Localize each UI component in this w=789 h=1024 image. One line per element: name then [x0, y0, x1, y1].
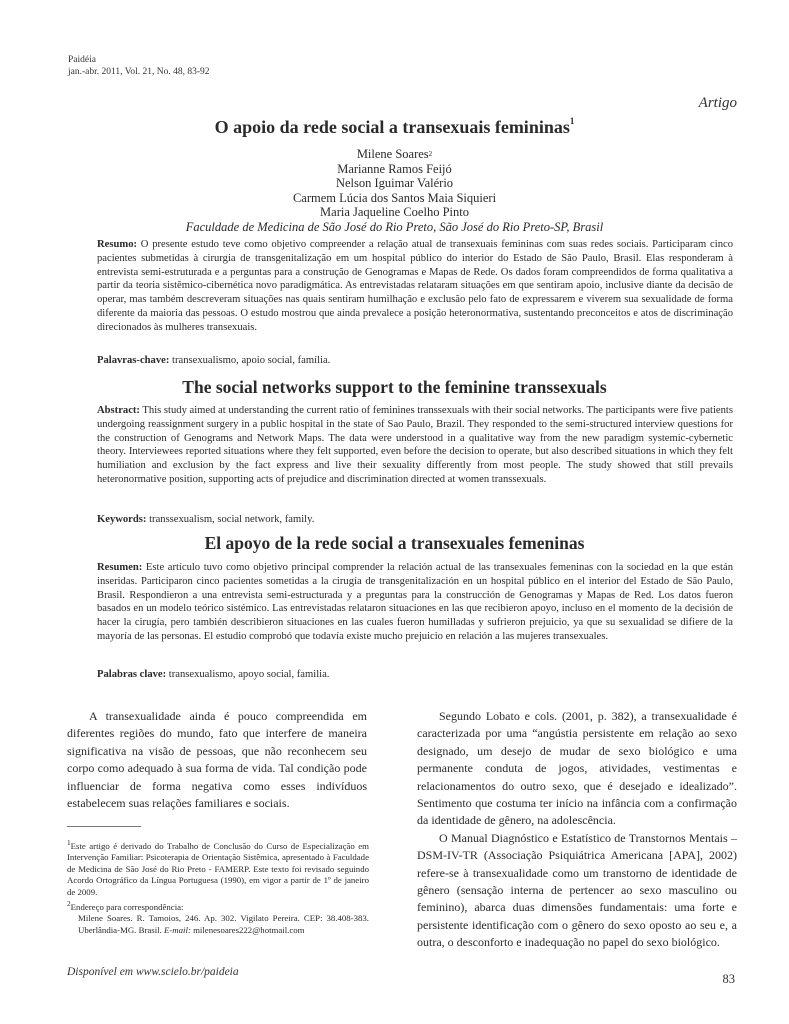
abstract-en [97, 404, 733, 487]
abstract-pt-text: O presente estudo teve como objetivo compreender a relação atual de transexuais femininas com suas redes sociais. Participaram cinco pacientes submetidas à cirurgia de transgenitalização em um hospital público do interior do Estado de São Paulo, Brasil. Elas responderam à entrevista semi-estruturada e a perguntas para a construção de Genogramas e Mapas de Rede. Os dados foram compreendidos de forma qualitativa a partir da teoria sistêmico-cibernética novo paradigmática. As entrevistadas relataram situações em que sentiram apoio, inclusive diante da decisão de operar, mas também descreveram situações nas quais sentiram humilhação e exclusão pelo fato de expressarem e viverem sua sexualidade de forma diferente da maioria das pessoas. O estudo mostrou que ainda prevalece a posição heteronormativa, sustentando preconceitos e atos de discriminação direcionados às mulheres transexuais. [97, 239, 733, 333]
author-footnote-mark[interactable]: 2 [428, 150, 433, 158]
footnote-2-email-label: E-mail: [164, 924, 191, 935]
keywords-en-label: Keywords: [97, 514, 147, 525]
abstract-es-label: Resumen: [97, 562, 143, 573]
footnote-2-addr-text: Milene Soares. R. Tamoios, 246. Ap. 302. Vigilato Pereira. CEP: 38.408-383. Uberlândia-MG. Brasil. [78, 913, 369, 935]
footnote-2 [67, 898, 369, 913]
body-paragraph: A transexualidade ainda é pouco compreendida em diferentes regiões do mundo, fato que interfere de maneira significativa na visão de pessoas, que não reconhecem seu corpo como adequado à sua forma de vida. Tal condição pode influenciar de forma negativa como esses indivíduos estabelecem suas relações familiares e sociais. [67, 709, 367, 811]
keywords-en [97, 513, 733, 527]
keywords-es [97, 668, 733, 682]
author-1: Milene Soares$^2$ [356, 147, 433, 161]
keywords-pt-text: transexualismo, apoio social, família. [172, 355, 331, 366]
keywords-pt-label: Palavras-chave: [97, 355, 170, 366]
footnote-2-mark: 2 [67, 898, 71, 908]
abstract-es [97, 561, 733, 644]
footnote-1-mark: 1 [67, 838, 71, 847]
section-label: Artigo [698, 95, 737, 111]
keywords-es-label: Palabras clave: [97, 669, 167, 680]
article-title-es: El apoyo de la rede social a transexuales femeninas [204, 533, 585, 553]
article-title-en: The social networks support to the feminine transsexuals [182, 377, 607, 397]
body-paragraph: O Manual Diagnóstico e Estatístico de Transtornos Mentais – DSM-IV-TR (Associação Psiquiátrica Americana [APA], 2002) refere-se à transexualidade como um transtorno de identidade de gênero (sensação interna de pertencer ao sexo masculino ou feminino), abarca duas dimensões fundamentais: uma forte e persistente identificação com o gênero do sexo oposto ao seu e, a outra, o desconforto e inadequação no papel do sexo biológico. [417, 830, 737, 950]
keywords-en-text: transsexualism, social network, family. [149, 514, 315, 525]
article-title-pt [0, 117, 789, 138]
footnote-2-email[interactable]: milenesoares222@hotmail.com [193, 924, 305, 935]
author-4: Carmem Lúcia dos Santos Maia Siquieri [292, 190, 497, 205]
body-column-left [67, 708, 367, 812]
abstract-pt [97, 238, 733, 335]
author-5: Maria Jaqueline Coelho Pinto [320, 205, 469, 219]
abstract-es-text: Este artículo tuvo como objetivo principal comprender la relación actual de las transexuales femeninas con la sociedad en la que están inseridas. Participaron cinco pacientes sometidas a la cirugía de transgenitalización en un hospital público en el interior del Estado de São Paulo, Brasil. Respondieron a una entrevista semi-estructurada y a preguntas para la construcción de Genogramas y Mapas de Red. Los datos fueron basados en un modelo teórico sistémico. Las entrevistadas relataron situaciones en las que recibieron apoyo, incluso en el momento de la decisión de hacer la cirugía, pero también describieron situaciones en las cuales fueron humilladas y sufrieron prejuicio, ya que su sexualidad se difiere de la mayoría de las personas. El estudio comprobó que todavía existe mucho prejuicio en relación a las mujeres transexuales. [97, 562, 733, 642]
footnote-1 [67, 837, 369, 898]
affiliation: Faculdade de Medicina de São José do Rio Preto, São José do Rio Preto-SP, Brasil [185, 219, 604, 234]
author-list [0, 147, 789, 234]
author-2: Marianne Ramos Feijó [337, 161, 452, 176]
journal-header [68, 54, 210, 78]
body-paragraph: Segundo Lobato e cols. (2001, p. 382), a transexualidade é caracterizada por uma “angústia persistente em relação ao sexo designado, um desejo de mudar de sexo biológico e uma permanente conduta de jogos, atividades, vestimentas e relacionamentos do outro sexo, que é desejado e idealizado”. Sentimento que costuma ter início na infância com a confirmação da identidade de gênero, na adolescência. [417, 709, 737, 828]
abstract-pt-label: Resumo: [97, 239, 138, 250]
abstract-en-label: Abstract: [97, 405, 140, 416]
keywords-pt [97, 354, 733, 368]
page-number: 83 [722, 972, 735, 986]
footnotes [67, 837, 369, 936]
abstract-en-text: This study aimed at understanding the current ratio of feminines transsexuals with their social networks. The participants were five patients undergoing reassignment surgery in a public hospital in the state of Sao Paulo, Brazil. They responded to the semi-structured interview questions for the construction of Genograms and Network Maps. The data were understood in a qualitative way from the new paradigm systemic-cybernetic theory. Interviewees reported situations where they felt supported, even before the decision to operate, but also described situations in which they felt humiliation and exclusion by the fact express and live their sexuality differently from most people. The study showed that still prevails heteronormative position, supporting acts of prejudice and discrimination directed at women transsexuals. [97, 405, 733, 485]
keywords-es-text: transexualismo, apoyo social, familia. [168, 669, 330, 680]
journal-issue: jan.-abr. 2011, Vol. 21, No. 48, 83-92 [68, 67, 210, 77]
author-3: Nelson Iguimar Valério [335, 176, 454, 190]
title-footnote-mark[interactable]: 1 [569, 116, 575, 126]
title-text: O apoio da rede social a transexuais femininas [214, 117, 570, 137]
footer-availability[interactable]: Disponível em www.scielo.br/paideia [67, 966, 239, 978]
body-column-right [417, 708, 737, 952]
footnote-1-text: Este artigo é derivado do Trabalho de Conclusão do Curso de Especialização em Intervenção Familiar: Psicoterapia de Orientação Sistêmica, apresentado à Faculdade de Medicina de São José do Rio Preto - FAMERP. Este texto foi revisado seguindo Acordo Ortográfico da Língua Portuguesa (1990), em vigor a partir de 1º de janeiro de 2009. [67, 840, 369, 897]
footnote-2-label: Endereço para correspondência: [70, 901, 184, 912]
journal-name: Paidéia [68, 55, 96, 65]
footnote-2-address [67, 913, 369, 936]
footnote-divider [67, 826, 141, 827]
